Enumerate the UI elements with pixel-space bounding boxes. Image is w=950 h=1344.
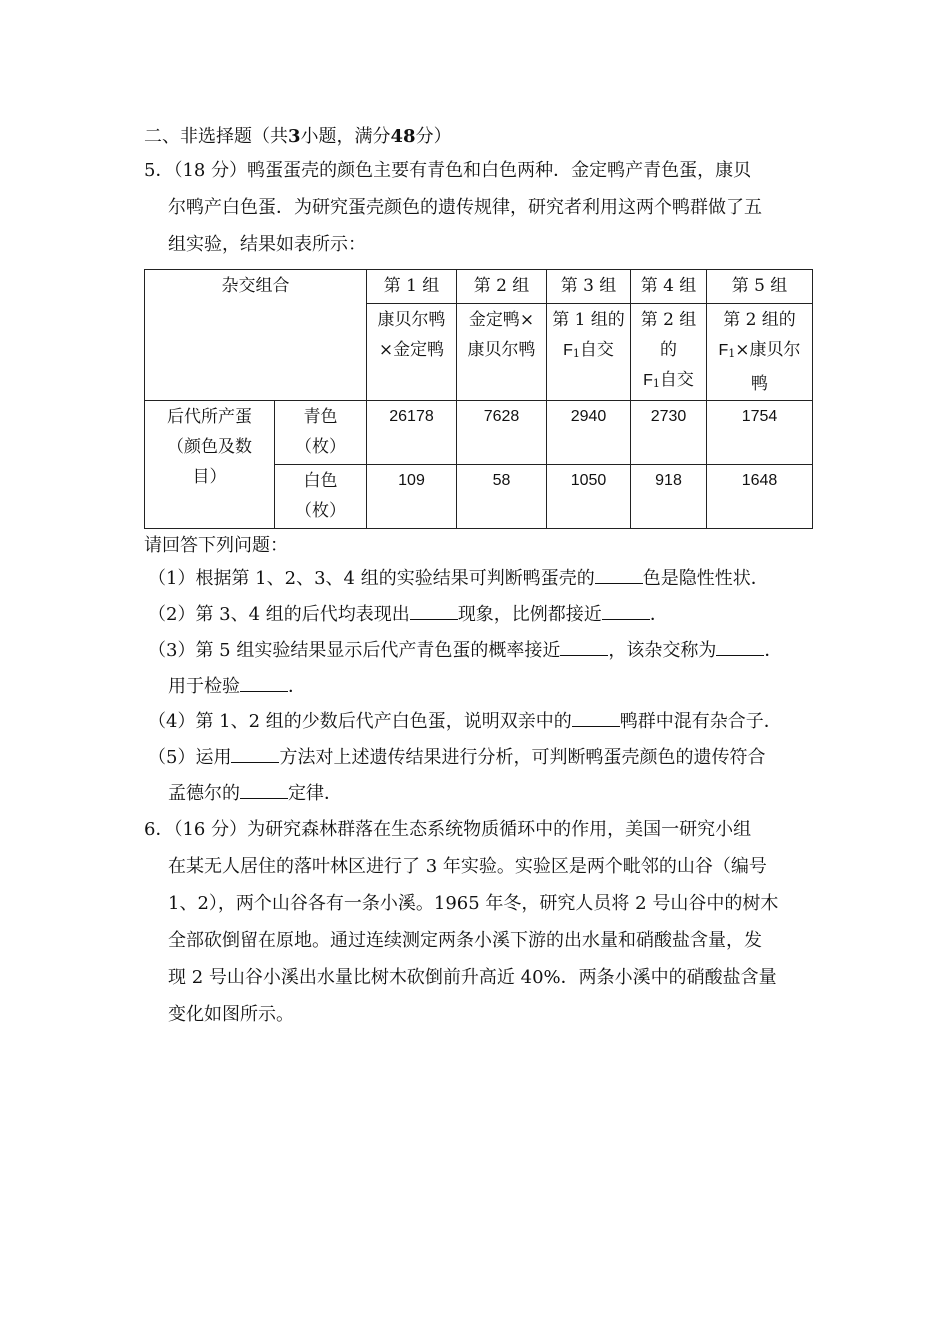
offspring-label-line-2: （颜色及数 <box>167 437 252 457</box>
f-subscript: 1 <box>572 347 580 360</box>
answer-blank[interactable] <box>595 567 643 584</box>
offspring-label-line-1: 后代所产蛋 <box>167 407 252 427</box>
f-label: F <box>563 342 573 359</box>
group-2-header: 第 2 组 <box>457 270 547 304</box>
q5-sub-4-text-a: （4）第 1、2 组的少数后代产白色蛋，说明双亲中的 <box>148 711 572 732</box>
answer-blank[interactable] <box>231 746 279 763</box>
group-3-header: 第 3 组 <box>547 270 631 304</box>
q6-line-3: 1、2），两个山谷各有一条小溪。1965 年冬，研究人员将 2 号山谷中的树木 <box>168 893 779 914</box>
group-5-cross-line-3: 鸭 <box>751 374 768 394</box>
white-label: 白色 <box>303 471 338 491</box>
white-count-g5: 1648 <box>707 465 813 529</box>
q6-line-4: 全部砍倒留在原地。通过连续测定两条小溪下游的出水量和硝酸盐含量，发 <box>168 930 762 951</box>
q5-sub-3-text-b: ，该杂交称为 <box>608 640 717 661</box>
group-3-cross <box>547 304 631 401</box>
q5-sub-2-text-b: 现象，比例都接近 <box>457 604 602 625</box>
group-1-header: 第 1 组 <box>367 270 457 304</box>
f-label: F <box>643 372 653 389</box>
cyan-count-g1: 26178 <box>367 401 457 465</box>
group-2-cross <box>457 304 547 401</box>
q6-line-1: 6．（16 分）为研究森林群落在生态系统物质循环中的作用，美国一研究小组 <box>144 819 752 840</box>
offspring-label-line-3: 目） <box>192 467 227 487</box>
cyan-count-g2: 7628 <box>457 401 547 465</box>
group-4-cross <box>631 304 707 401</box>
total-score: 48 <box>390 126 416 147</box>
group-1-cross-line-1: 康贝尔鸭 <box>377 310 446 330</box>
q5-line-3: 组实验，结果如表所示： <box>168 234 366 255</box>
q5-sub-2-text-c: ． <box>649 604 668 625</box>
q5-sub-3 <box>148 638 782 664</box>
answer-blank[interactable] <box>572 710 620 727</box>
cyan-label: 青色 <box>303 407 338 427</box>
group-5-cross-line-1: 第 2 组的 <box>723 310 796 330</box>
q6-line-6: 变化如图所示。 <box>168 1004 294 1025</box>
q5-sub-3-cont <box>168 674 306 700</box>
answer-blank[interactable] <box>240 782 288 799</box>
group-4-cross-line-1: 第 2 组的 <box>640 310 697 360</box>
group-1-cross <box>367 304 457 401</box>
q5-line-1: 5．（18 分）鸭蛋蛋壳的颜色主要有青色和白色两种．金定鸭产青色蛋，康贝 <box>144 160 752 181</box>
cyan-count-g5: 1754 <box>707 401 813 465</box>
white-label-cell <box>275 465 367 529</box>
white-count-g1: 109 <box>367 465 457 529</box>
group-5-cross <box>707 304 813 401</box>
white-count-g3: 1050 <box>547 465 631 529</box>
white-count-g2: 58 <box>457 465 547 529</box>
group-2-cross-line-2: 康贝尔鸭 <box>467 340 536 360</box>
q5-sub-5-text-b: 方法对上述遗传结果进行分析，可判断鸭蛋壳颜色的遗传符合 <box>279 747 766 768</box>
q5-sub-4-text-b: 鸭群中混有杂合子． <box>619 711 782 732</box>
q5-sub-5-cont <box>168 781 342 807</box>
cyan-count-g3: 2940 <box>547 401 631 465</box>
group-5-cross-line-2 <box>709 335 810 369</box>
group-1-cross-line-2: ×金定鸭 <box>378 340 445 360</box>
testcross-label: ×康贝尔 <box>735 340 801 360</box>
section-title <box>144 124 452 150</box>
q5-sub-4 <box>148 709 782 735</box>
f-subscript: 1 <box>652 377 660 390</box>
cross-combination-header: 杂交组合 <box>145 270 367 401</box>
q5-sub-1-text-b: 色是隐性性状． <box>642 568 769 589</box>
q5-sub-5-text-a: （5）运用 <box>148 747 232 768</box>
section-title-mid: 小题，满分 <box>300 126 391 147</box>
q5-sub-3-cont-text-a: 用于检验 <box>168 676 240 697</box>
cyan-unit: （枚） <box>295 437 346 457</box>
group-3-cross-line-1: 第 1 组的 <box>552 310 625 330</box>
q5-prompt: 请回答下列问题： <box>144 535 288 556</box>
q5-sub-5 <box>148 745 765 771</box>
q5-sub-3-cont-text-b: ． <box>288 676 306 697</box>
answer-blank[interactable] <box>240 675 288 692</box>
group-5-header: 第 5 组 <box>707 270 813 304</box>
answer-blank[interactable] <box>716 639 764 656</box>
section-title-suffix: 分） <box>415 126 452 147</box>
answer-blank[interactable] <box>410 603 458 620</box>
group-2-cross-line-1: 金定鸭× <box>468 310 535 330</box>
q5-sub-5-cont-text-b: 定律． <box>288 783 342 804</box>
answer-blank[interactable] <box>602 603 650 620</box>
q5-sub-5-cont-text-a: 孟德尔的 <box>168 783 240 804</box>
white-count-g4: 918 <box>631 465 707 529</box>
f-subscript: 1 <box>728 347 736 360</box>
selfing-label: 自交 <box>659 370 694 390</box>
q5-sub-2 <box>148 602 668 628</box>
q5-sub-1-text-a: （1）根据第 1、2、3、4 组的实验结果可判断鸭蛋壳的 <box>148 568 595 589</box>
q5-sub-2-text-a: （2）第 3、4 组的后代均表现出 <box>148 604 410 625</box>
q5-line-2: 尔鸭产白色蛋．为研究蛋壳颜色的遗传规律，研究者利用这两个鸭群做了五 <box>168 197 762 218</box>
section-title-prefix: 二、非选择题（共 <box>144 126 288 147</box>
f-label: F <box>718 342 729 359</box>
group-4-header: 第 4 组 <box>631 270 707 304</box>
cross-results-table <box>144 269 813 529</box>
group-3-cross-line-2 <box>549 335 628 369</box>
question-count: 3 <box>288 126 301 147</box>
offspring-label-cell <box>145 401 275 529</box>
table-row <box>145 401 813 465</box>
cyan-label-cell <box>275 401 367 465</box>
q6-line-5: 现 2 号山谷小溪出水量比树木砍倒前升高近 40%．两条小溪中的硝酸盐含量 <box>168 967 777 988</box>
q5-sub-3-text-c: ． <box>764 640 783 661</box>
q6-line-2: 在某无人居住的落叶林区进行了 3 年实验。实验区是两个毗邻的山谷（编号 <box>168 856 767 877</box>
group-4-cross-line-2 <box>633 365 704 399</box>
q5-sub-3-text-a: （3）第 5 组实验结果显示后代产青色蛋的概率接近 <box>148 640 561 661</box>
white-unit: （枚） <box>295 501 346 521</box>
cyan-count-g4: 2730 <box>631 401 707 465</box>
selfing-label: 自交 <box>579 340 614 360</box>
table-header-row <box>145 270 813 304</box>
answer-blank[interactable] <box>560 639 608 656</box>
q5-sub-1 <box>148 566 769 592</box>
